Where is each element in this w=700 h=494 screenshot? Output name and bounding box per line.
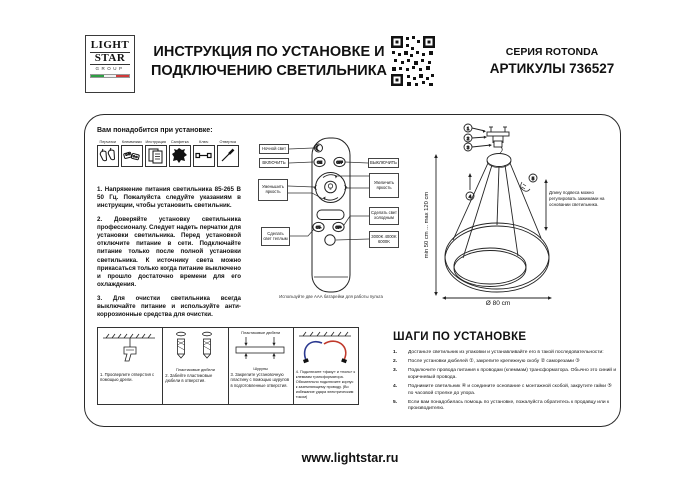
tool-napkin [169, 140, 191, 167]
label-cold-light: Сделать свет холодным [369, 207, 399, 225]
step-number: 2. [393, 359, 398, 365]
on-button-label: ON [316, 160, 323, 165]
adjust-length-arrow [544, 179, 548, 231]
tool-gloves [97, 140, 119, 167]
series-info [462, 46, 642, 76]
label-night-light: Ночной свет [259, 144, 289, 154]
screwdriver-icon [218, 146, 237, 165]
tool-screwdriver [217, 140, 239, 167]
brightness-dpad [316, 173, 346, 203]
hand-icon [521, 182, 530, 191]
step-number: 4. [393, 383, 398, 389]
mounting-panel-1 [98, 328, 163, 404]
install-step-2 [393, 359, 617, 366]
label-turn-off: ВЫКЛЮЧИТЬ [368, 158, 399, 168]
label-kelvin-values: 3000K 4000K 6000K [369, 231, 399, 248]
step-number: 3. [393, 368, 398, 374]
step-text: Достаньте светильник из упаковки и устанавливайте его в такой последовательности: [408, 350, 604, 355]
safety-paragraph-2: 2. Доверяйте установку светильника профессионалу. Следует надеть перчатки для установки светильника. Перед установкой отключите питание в сети. Подключайте питание только после полной установки светильника. К источнику света можно прикасаться только когда питание выключено и прошло достаточно времени для его охлаждения. [97, 216, 241, 288]
svg-text:2: 2 [466, 135, 470, 141]
svg-text:5: 5 [531, 175, 535, 181]
panel-label-top: Пластиковые дюбели [241, 330, 281, 335]
article-number: АРТИКУЛЫ 736527 [489, 61, 615, 76]
height-range-label: min 50 cm ... max 120 cm [424, 191, 430, 259]
safety-paragraph-3: 3. Для очистки светильника всегда выключайте питание и используйте анти-коррозионные средства для очистки. [97, 294, 241, 318]
remote-battery-caption: Используйте две ААА батарейки для работы пульта [279, 294, 383, 299]
install-steps-section [393, 331, 617, 415]
ct-minus-label: CT- [315, 225, 322, 230]
logo-text: STAR [90, 52, 130, 65]
website-url: www.lightstar.ru [301, 451, 399, 465]
safety-paragraph-1: 1. Напряжение питания светильника 85-265 В 50 Гц. Пожалуйста следуйте указаниям в инструкции, чтобы установить светильник. [97, 186, 241, 210]
tool-wrench [193, 140, 215, 167]
panel-label-bottom: Шурупы [253, 366, 268, 371]
panel-caption: 3. Закрепите установочную пластину с помощью шурупов в подготовленные отверстия. [230, 372, 290, 388]
mounting-panels [97, 327, 359, 405]
install-step-3 [393, 368, 617, 381]
label-turn-on: ВКЛЮЧИТЬ [259, 158, 289, 168]
tool-label: Ключ [199, 140, 209, 144]
dowels-pictogram [165, 330, 223, 362]
step-text: Если вам понадобилась помощь по установке, пожалуйста обратитесь к продавцу или к производителю. [408, 399, 610, 412]
mounting-plate [487, 132, 509, 136]
tool-label: Салфетка [170, 140, 189, 144]
terminal-blocks-icon [122, 146, 141, 165]
install-step-4 [393, 384, 617, 397]
tools-row [97, 140, 242, 167]
height-dimension-arrow [434, 154, 438, 296]
gloves-icon [98, 146, 117, 165]
series-name: СЕРИЯ ROTONDA [505, 46, 599, 58]
label-warm-light: Сделать свет теплым [261, 227, 290, 246]
tool-label: Инструкция [145, 140, 166, 144]
step-number: 5. [393, 399, 398, 405]
panel-label: Пластиковые дюбели [175, 367, 215, 372]
plate-screws-pictogram [231, 335, 289, 361]
tool-terminals [121, 140, 143, 167]
step-text: Поднимите светильник ④ и соедините основание с монтажной скобой, закрутите гайки ⑤ по часовой стрелке до упора. [408, 383, 612, 396]
step-number: 1. [393, 350, 398, 355]
requirements-heading: Вам понадобится при установке: [97, 127, 213, 134]
mounting-panel-2 [163, 328, 228, 404]
kelvin-cycle-button [325, 235, 335, 245]
callout-3 [464, 143, 492, 151]
panel-caption: 4. Подключите «фазу» и «ноль» к клеммам трансформатора. Обязательно подключите корпус к заземляющему проводу. (Во избежание удара электрическим током) [295, 370, 356, 399]
diameter-label: Ø 80 cm [485, 300, 511, 307]
chandelier-diagram [425, 118, 621, 318]
canopy [487, 154, 511, 167]
callout-2 [464, 134, 487, 142]
outer-ring [445, 223, 549, 292]
title-line-1: ИНСТРУКЦИЯ ПО УСТАНОВКЕ И [153, 44, 385, 60]
logo-text: LIGHT [90, 39, 130, 51]
tool-label: Перчатки [99, 140, 116, 144]
lightstar-logo [85, 35, 135, 93]
step-text: После установки дюбелей ①, закрепите крепежную скобу ② саморезами ③ [408, 359, 580, 365]
tool-instruction [145, 140, 167, 167]
svg-text:3: 3 [466, 144, 470, 150]
title-line-2: ПОДКЛЮЧЕНИЮ СВЕТИЛЬНИКА [150, 62, 388, 79]
napkin-icon [170, 146, 189, 165]
tool-label: Отвертка [219, 140, 236, 144]
neutral-wire [324, 341, 346, 360]
connector-box [494, 141, 502, 147]
document-title [150, 43, 388, 81]
bulb-icon [328, 184, 332, 188]
logo-text: GROUP [95, 66, 125, 71]
bulb-button [325, 181, 337, 193]
italian-flag-stripe [90, 74, 130, 78]
remote-display [317, 210, 344, 220]
panel-caption: 1. Просверлите отверстия с помощью дрели. [100, 372, 155, 383]
inner-ring [454, 248, 526, 287]
svg-text:1: 1 [466, 125, 470, 131]
label-increase-brightness: Увеличить яркость [369, 173, 399, 198]
install-steps-heading: ШАГИ ПО УСТАНОВКЕ [393, 331, 527, 343]
label-decrease-brightness: Уменьшить яркость [258, 179, 288, 201]
wires-pictogram [296, 330, 354, 364]
mounting-panel-3 [229, 328, 294, 404]
install-step-1 [393, 350, 617, 357]
svg-text:4: 4 [468, 193, 472, 199]
callout-5 [521, 174, 537, 191]
phase-wire [304, 342, 321, 360]
suspension-note: Длину подвеса можно регулировать зажимами на основании светильника. [549, 190, 605, 207]
step-text: Подключите провода питания к проводам (клеммам) трансформатора. Обычно это синий и коричневый провода. [408, 368, 617, 380]
ct-plus-label: CT+ [335, 225, 342, 230]
mounting-panel-4 [294, 328, 358, 404]
wrench-icon [194, 146, 213, 165]
tool-label: Клеммники [121, 140, 142, 144]
install-step-5 [393, 400, 617, 413]
off-button-label: OFF [336, 160, 343, 165]
instruction-icon [146, 146, 165, 165]
callout-1 [464, 124, 486, 133]
qr-code [390, 33, 436, 89]
safety-instructions [97, 186, 241, 325]
drill-pictogram [100, 330, 158, 366]
panel-caption: 2. Забейте пластиковые дюбели в отверстия. [165, 373, 213, 384]
